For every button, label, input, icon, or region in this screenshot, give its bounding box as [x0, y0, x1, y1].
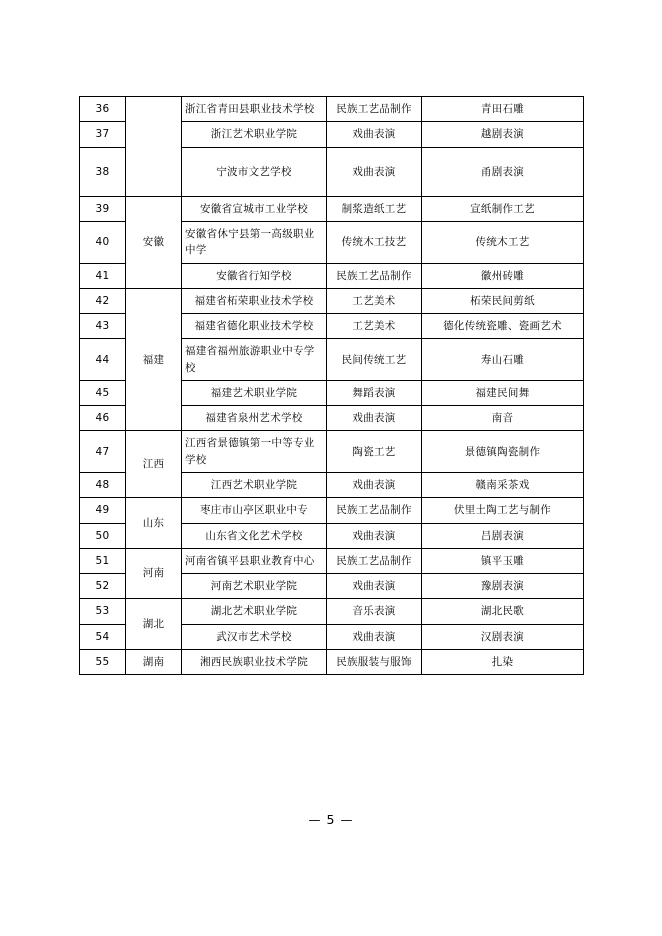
row-school-name: 浙江省青田县职业技术学校: [182, 97, 327, 122]
row-school-name: 安徽省宣城市工业学校: [182, 196, 327, 221]
row-major: 民族工艺品制作: [327, 97, 422, 122]
row-number: 46: [80, 406, 126, 431]
row-item: 德化传统瓷雕、瓷画艺术: [422, 314, 584, 339]
table-row: [80, 288, 584, 313]
schools-table: [79, 96, 584, 675]
schools-table-container: [79, 96, 583, 675]
row-province: [126, 97, 182, 197]
row-major: 民族工艺品制作: [327, 263, 422, 288]
row-school-name: 江西艺术职业学院: [182, 472, 327, 497]
row-major: 戏曲表演: [327, 574, 422, 599]
row-number: 42: [80, 288, 126, 313]
row-school-name: 河南艺术职业学院: [182, 574, 327, 599]
row-school-name: 安徽省行知学校: [182, 263, 327, 288]
row-number: 43: [80, 314, 126, 339]
row-province: 湖北: [126, 599, 182, 650]
row-number: 41: [80, 263, 126, 288]
row-major: 音乐表演: [327, 599, 422, 624]
footer-dash-right: —: [340, 812, 354, 827]
row-school-name: 湖北艺术职业学院: [182, 599, 327, 624]
table-row: [80, 548, 584, 573]
row-item: 湖北民歌: [422, 599, 584, 624]
row-school-name: 福建艺术职业学院: [182, 380, 327, 405]
row-school-name: 安徽省休宁县第一高级职业中学: [182, 222, 327, 264]
row-number: 49: [80, 498, 126, 523]
row-school-name: 山东省文化艺术学校: [182, 523, 327, 548]
row-item: 寿山石雕: [422, 339, 584, 381]
table-row: [80, 649, 584, 674]
row-major: 陶瓷工艺: [327, 431, 422, 473]
row-number: 39: [80, 196, 126, 221]
table-row: [80, 196, 584, 221]
row-number: 52: [80, 574, 126, 599]
table-row: [80, 97, 584, 122]
row-major: 戏曲表演: [327, 406, 422, 431]
row-item: 甬剧表演: [422, 147, 584, 196]
row-major: 戏曲表演: [327, 147, 422, 196]
row-major: 传统木工技艺: [327, 222, 422, 264]
row-item: 南音: [422, 406, 584, 431]
row-item: 吕剧表演: [422, 523, 584, 548]
row-item: 汉剧表演: [422, 624, 584, 649]
row-school-name: 宁波市文艺学校: [182, 147, 327, 196]
row-major: 民族工艺品制作: [327, 498, 422, 523]
row-province: 江西: [126, 431, 182, 498]
row-province: 湖南: [126, 649, 182, 674]
row-item: 豫剧表演: [422, 574, 584, 599]
row-school-name: 河南省镇平县职业教育中心: [182, 548, 327, 573]
row-number: 38: [80, 147, 126, 196]
footer-dash-left: —: [308, 812, 322, 827]
row-number: 48: [80, 472, 126, 497]
row-item: 景德镇陶瓷制作: [422, 431, 584, 473]
row-major: 民间传统工艺: [327, 339, 422, 381]
row-province: 河南: [126, 548, 182, 599]
row-number: 40: [80, 222, 126, 264]
row-number: 54: [80, 624, 126, 649]
row-number: 53: [80, 599, 126, 624]
table-row: [80, 498, 584, 523]
row-school-name: 枣庄市山亭区职业中专: [182, 498, 327, 523]
row-major: 工艺美术: [327, 314, 422, 339]
row-number: 44: [80, 339, 126, 381]
row-number: 36: [80, 97, 126, 122]
page-footer: [0, 812, 662, 827]
row-item: 青田石雕: [422, 97, 584, 122]
row-number: 47: [80, 431, 126, 473]
row-school-name: 江西省景德镇第一中等专业学校: [182, 431, 327, 473]
row-major: 戏曲表演: [327, 472, 422, 497]
row-province: 山东: [126, 498, 182, 549]
row-school-name: 福建省德化职业技术学校: [182, 314, 327, 339]
row-province: 安徽: [126, 196, 182, 288]
page-number: 5: [326, 812, 336, 827]
row-major: 戏曲表演: [327, 624, 422, 649]
table-row: [80, 431, 584, 473]
row-item: 伏里土陶工艺与制作: [422, 498, 584, 523]
row-school-name: 福建省泉州艺术学校: [182, 406, 327, 431]
row-major: 戏曲表演: [327, 122, 422, 147]
row-number: 50: [80, 523, 126, 548]
row-item: 赣南采茶戏: [422, 472, 584, 497]
row-major: 民族工艺品制作: [327, 548, 422, 573]
row-school-name: 武汉市艺术学校: [182, 624, 327, 649]
row-major: 工艺美术: [327, 288, 422, 313]
row-major: 舞蹈表演: [327, 380, 422, 405]
row-school-name: 湘西民族职业技术学院: [182, 649, 327, 674]
row-item: 宣纸制作工艺: [422, 196, 584, 221]
row-major: 民族服装与服饰: [327, 649, 422, 674]
row-item: 扎染: [422, 649, 584, 674]
row-item: 徽州砖雕: [422, 263, 584, 288]
row-major: 戏曲表演: [327, 523, 422, 548]
schools-table-body: [80, 97, 584, 675]
row-school-name: 福建省福州旅游职业中专学校: [182, 339, 327, 381]
row-number: 37: [80, 122, 126, 147]
table-row: [80, 599, 584, 624]
row-item: 传统木工艺: [422, 222, 584, 264]
row-number: 45: [80, 380, 126, 405]
row-item: 镇平玉雕: [422, 548, 584, 573]
row-province: 福建: [126, 288, 182, 431]
row-number: 51: [80, 548, 126, 573]
row-school-name: 福建省柘荣职业技术学校: [182, 288, 327, 313]
row-item: 越剧表演: [422, 122, 584, 147]
row-item: 柘荣民间剪纸: [422, 288, 584, 313]
row-major: 制浆造纸工艺: [327, 196, 422, 221]
row-school-name: 浙江艺术职业学院: [182, 122, 327, 147]
row-number: 55: [80, 649, 126, 674]
row-item: 福建民间舞: [422, 380, 584, 405]
